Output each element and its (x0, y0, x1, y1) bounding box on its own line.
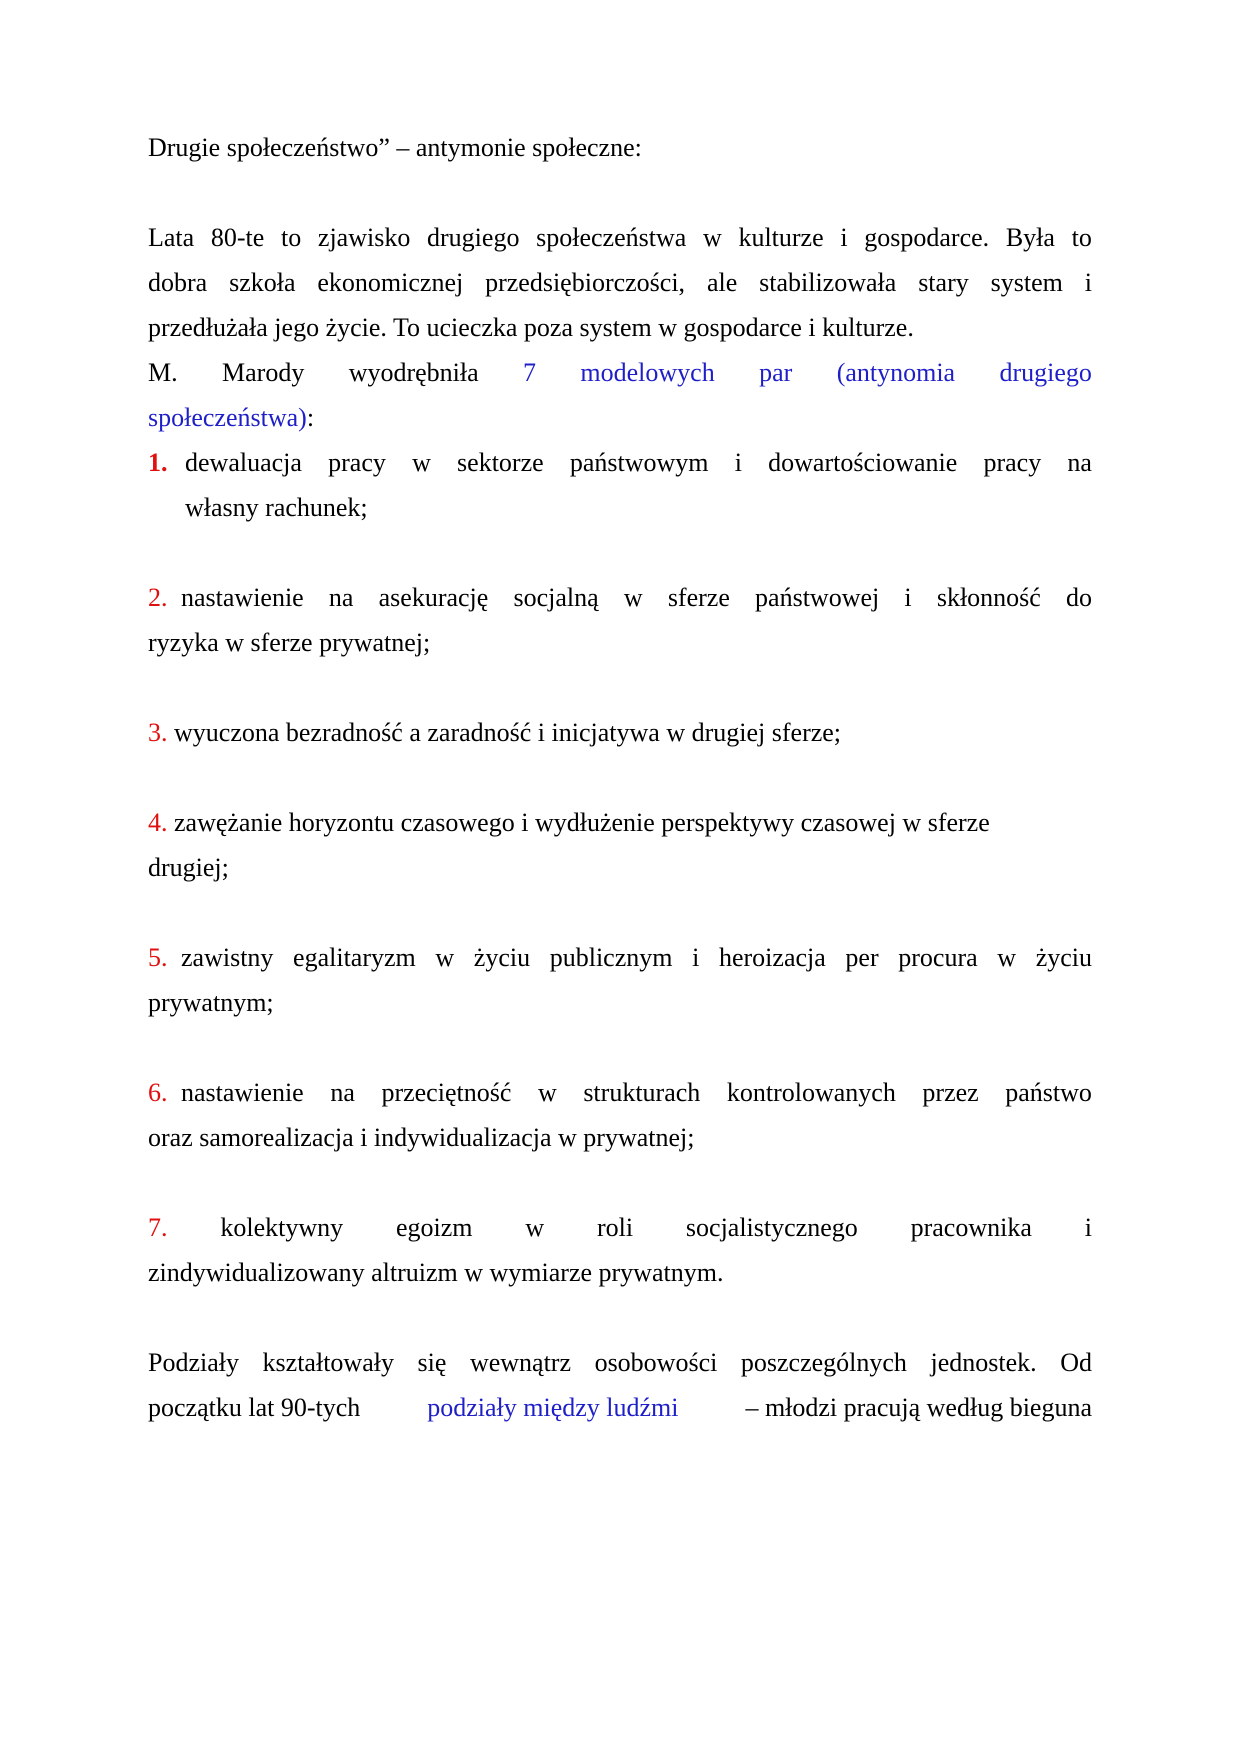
item-6-line-1 (181, 1076, 1092, 1110)
closing-line-2 (148, 1391, 1092, 1425)
word: pracownika (910, 1213, 1032, 1242)
item-number: 7. (148, 1213, 168, 1242)
word: per (845, 943, 879, 972)
word: strukturach (583, 1078, 701, 1107)
word: egalitaryzm (293, 943, 416, 972)
colon: : (306, 403, 315, 432)
word: i (692, 943, 700, 972)
word: stary (918, 268, 969, 297)
word: przedsiębiorczości, (485, 268, 686, 297)
item-6-line-2: oraz samorealizacja i indywidualizacja w prywatnej; (148, 1123, 695, 1152)
word: (antynomia (836, 358, 956, 387)
word: w (412, 448, 431, 477)
word: socjalną (513, 583, 599, 612)
word: w (702, 223, 722, 252)
word: kulturze (738, 223, 824, 252)
word: kolektywny (220, 1213, 344, 1242)
word: wewnątrz (469, 1348, 572, 1377)
word: asekurację (378, 583, 489, 612)
word: dewaluacja (185, 448, 302, 477)
word: w (623, 583, 643, 612)
word: procura (898, 943, 978, 972)
word: modelowych (580, 358, 715, 387)
item-number: 3. (148, 718, 168, 747)
word: dobra (148, 268, 208, 297)
word: ale (706, 268, 738, 297)
item-text: zawężanie horyzontu czasowego i wydłużenie perspektywy czasowej w sferze (174, 808, 990, 837)
word: osobowości (594, 1348, 718, 1377)
list-item-7 (148, 1211, 1092, 1245)
word: skłonność (936, 583, 1041, 612)
word: szkoła (229, 268, 296, 297)
word: i (734, 448, 742, 477)
word: Od (1060, 1348, 1092, 1377)
word: roli (596, 1213, 634, 1242)
item-number: 4. (148, 808, 168, 837)
word: stabilizowała (759, 268, 897, 297)
word: dowartościowanie (768, 448, 958, 477)
word: drugiego (427, 223, 520, 252)
word: jednostek. (930, 1348, 1037, 1377)
item-2-line-2: ryzyka w sferze prywatnej; (148, 628, 431, 657)
intro-line-2 (148, 266, 1092, 300)
marody-line-2 (148, 401, 1092, 435)
word: kształtowały (262, 1348, 394, 1377)
word: przez (922, 1078, 979, 1107)
word: drugiego (999, 358, 1092, 387)
word: publicznym (549, 943, 673, 972)
marody-line-1 (148, 356, 1092, 390)
word: nastawienie (181, 1078, 304, 1107)
item-5-line-2: prywatnym; (148, 988, 274, 1017)
list-item-4 (148, 806, 1092, 840)
word: i (1084, 1213, 1092, 1242)
word: życiu (473, 943, 531, 972)
word: do (1066, 583, 1092, 612)
word: i (1084, 268, 1092, 297)
word: poszczególnych (740, 1348, 907, 1377)
word: system (990, 268, 1063, 297)
item-7-line-2: zindywidualizowany altruizm w wymiarze prywatnym. (148, 1258, 724, 1287)
word: w (435, 943, 455, 972)
word: państwowej (755, 583, 880, 612)
blue-phrase: podziały między ludźmi (427, 1393, 679, 1422)
word: sektorze (457, 448, 544, 477)
word: na (328, 583, 354, 612)
word: w (525, 1213, 545, 1242)
word: państwo (1005, 1078, 1092, 1107)
closing-line-1 (148, 1346, 1092, 1380)
item-4-line-2: drugiej; (148, 853, 229, 882)
item-text: wyuczona bezradność a zaradność i inicjatywa w drugiej sferze; (174, 718, 842, 747)
blue-phrase: społeczeństwa) (148, 403, 307, 432)
item-2-line-1 (181, 581, 1092, 615)
word: nastawienie (181, 583, 304, 612)
word: ekonomicznej (317, 268, 464, 297)
word: Była (1005, 223, 1055, 252)
word: Podziały (148, 1348, 239, 1377)
item-number: 2. (148, 583, 168, 612)
heading: Drugie społeczeństwo” – antymonie społeczne: (148, 133, 642, 162)
word: 80-te (210, 223, 265, 252)
word: sferze (667, 583, 730, 612)
word: pracy (328, 448, 386, 477)
word: Lata (148, 223, 195, 252)
intro-line-3: przedłużała jego życie. To ucieczka poza system w gospodarce i kulturze. (148, 313, 914, 342)
intro-line-1 (148, 221, 1092, 255)
item-number: 1. (148, 448, 168, 477)
word: 7 (523, 358, 537, 387)
word: się (417, 1348, 447, 1377)
word: M. (148, 358, 178, 387)
word: przeciętność (381, 1078, 512, 1107)
word: egoizm (395, 1213, 473, 1242)
word: w (997, 943, 1017, 972)
word: Marody (222, 358, 305, 387)
word: gospodarce. (864, 223, 990, 252)
word: zjawisko (317, 223, 411, 252)
word: par (759, 358, 793, 387)
word: na (330, 1078, 355, 1107)
word: i (904, 583, 912, 612)
word: na (1067, 448, 1092, 477)
list-item-3 (148, 716, 1092, 750)
word: wyodrębniła (348, 358, 479, 387)
word: heroizacja (718, 943, 826, 972)
word: zawistny (181, 943, 274, 972)
text-segment: – młodzi pracują według bieguna (745, 1393, 1092, 1422)
word: życiu (1035, 943, 1092, 972)
word: kontrolowanych (726, 1078, 896, 1107)
item-1-line-2: własny rachunek; (185, 493, 368, 522)
item-number: 5. (148, 943, 168, 972)
word: państwowym (569, 448, 709, 477)
item-1-line-1 (185, 446, 1092, 480)
word: to (1071, 223, 1092, 252)
word: i (840, 223, 848, 252)
word: socjalistycznego (685, 1213, 858, 1242)
word: społeczeństwa (536, 223, 687, 252)
word: pracy (983, 448, 1042, 477)
text-segment: początku lat 90-tych (148, 1393, 361, 1422)
item-5-line-1 (181, 941, 1092, 975)
word: w (537, 1078, 557, 1107)
item-number: 6. (148, 1078, 168, 1107)
word: to (280, 223, 302, 252)
